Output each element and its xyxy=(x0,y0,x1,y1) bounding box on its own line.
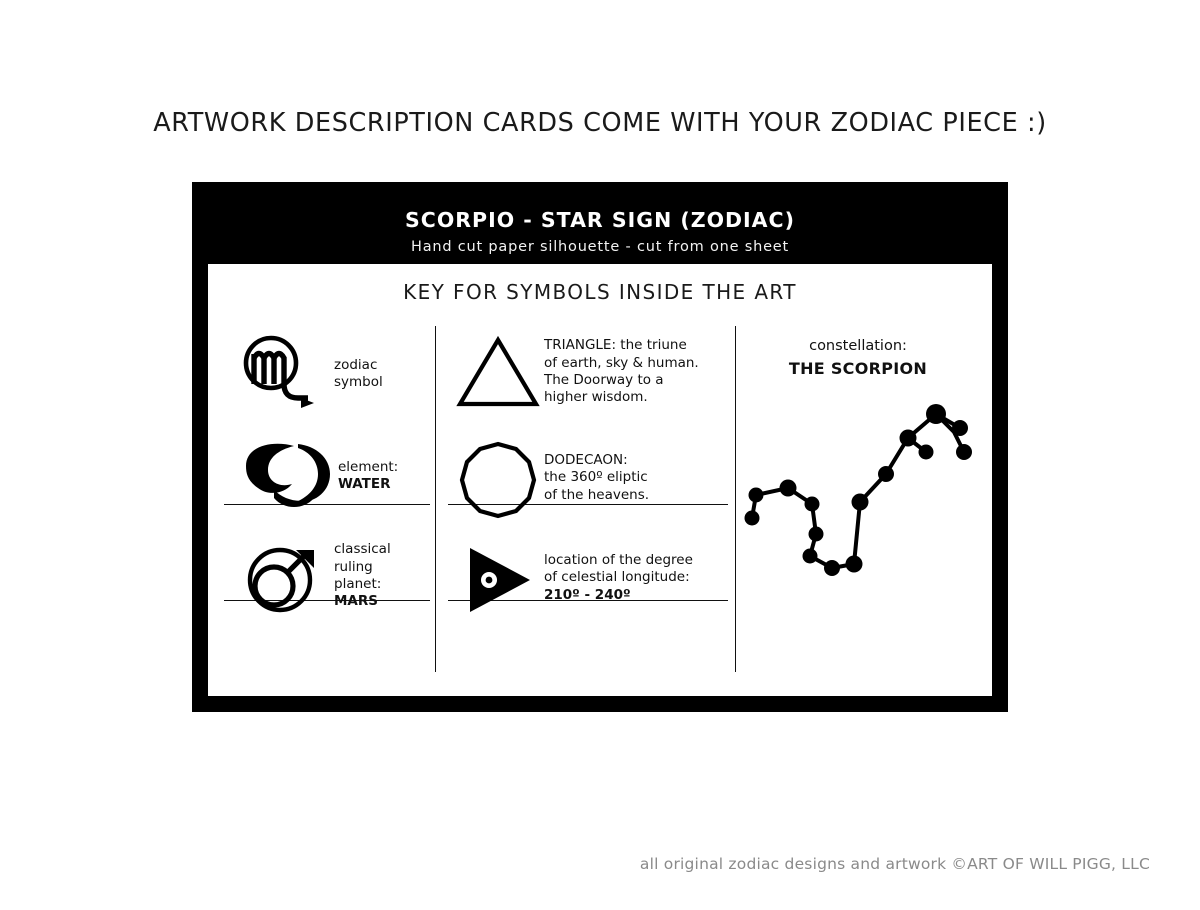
page-headline: ARTWORK DESCRIPTION CARDS COME WITH YOUR ZODIAC PIECE :) xyxy=(153,108,1047,138)
card-header xyxy=(192,182,1008,264)
water-wave-icon xyxy=(238,436,338,516)
dodecagon-line-2: the 360º eliptic xyxy=(544,469,648,486)
description-card xyxy=(192,182,1008,712)
dodecagon-line-3: of the heavens. xyxy=(544,486,650,503)
vertical-divider-2 xyxy=(735,326,736,672)
row-ruling-planet xyxy=(238,528,438,624)
row-dodecagon xyxy=(452,434,730,522)
card-subtitle: Hand cut paper silhouette - cut from one sheet xyxy=(410,239,790,255)
element-value: WATER xyxy=(338,476,391,492)
scorpion-constellation-map xyxy=(740,378,976,658)
ruling-planet-line-2: ruling xyxy=(334,558,373,575)
ruling-planet-line-3: planet: xyxy=(334,576,382,592)
card-title: SCORPIO - STAR SIGN (ZODIAC) xyxy=(405,208,795,232)
dodecagon-line-1: DODECAON: xyxy=(544,452,628,469)
zodiac-symbol-line-1: zodiac xyxy=(334,356,378,373)
constellation-name: THE SCORPION xyxy=(788,359,928,379)
triangle-line-1: TRIANGLE: the triune xyxy=(544,337,687,354)
triangle-icon xyxy=(452,330,544,414)
scorpio-glyph-icon xyxy=(238,328,334,420)
ruling-planet-line-1: classical xyxy=(334,541,391,558)
degree-line-1: location of the degree xyxy=(544,552,693,569)
card-body xyxy=(208,264,992,696)
ruling-planet-value: MARS xyxy=(334,593,379,610)
triangle-line-2: of earth, sky & human. xyxy=(544,354,699,371)
constellation-caption: constellation: xyxy=(809,338,907,354)
key-for-symbols-title: KEY FOR SYMBOLS INSIDE THE ART xyxy=(403,280,797,304)
zodiac-symbol-line-2: symbol xyxy=(334,374,383,390)
row-element xyxy=(238,432,438,520)
degree-location-description xyxy=(544,552,693,604)
zodiac-symbol-label xyxy=(334,357,383,392)
constellation-column xyxy=(740,320,976,680)
row-triangle xyxy=(452,322,730,422)
copyright-footer: all original zodiac designs and artwork ©ART OF WILL PIGG, LLC xyxy=(639,855,1150,873)
degree-wedge-icon xyxy=(452,536,544,620)
constellation-label xyxy=(740,336,976,380)
ruling-planet-label xyxy=(334,541,391,610)
dodecagon-description xyxy=(544,452,649,504)
triangle-line-3: The Doorway to a xyxy=(544,372,664,388)
mars-symbol-icon xyxy=(238,530,334,622)
mid-symbol-column xyxy=(448,320,732,680)
element-line-1: element: xyxy=(338,458,399,475)
dodecagon-icon xyxy=(452,436,544,520)
row-zodiac-symbol xyxy=(238,326,438,422)
degree-line-2: of celestial longitude: xyxy=(544,569,690,586)
left-symbol-column xyxy=(224,320,436,680)
row-degree-location xyxy=(452,532,730,624)
element-label xyxy=(338,459,398,494)
triangle-description xyxy=(544,337,699,406)
triangle-line-4: higher wisdom. xyxy=(544,389,648,406)
degree-range-value: 210º - 240º xyxy=(544,586,631,603)
